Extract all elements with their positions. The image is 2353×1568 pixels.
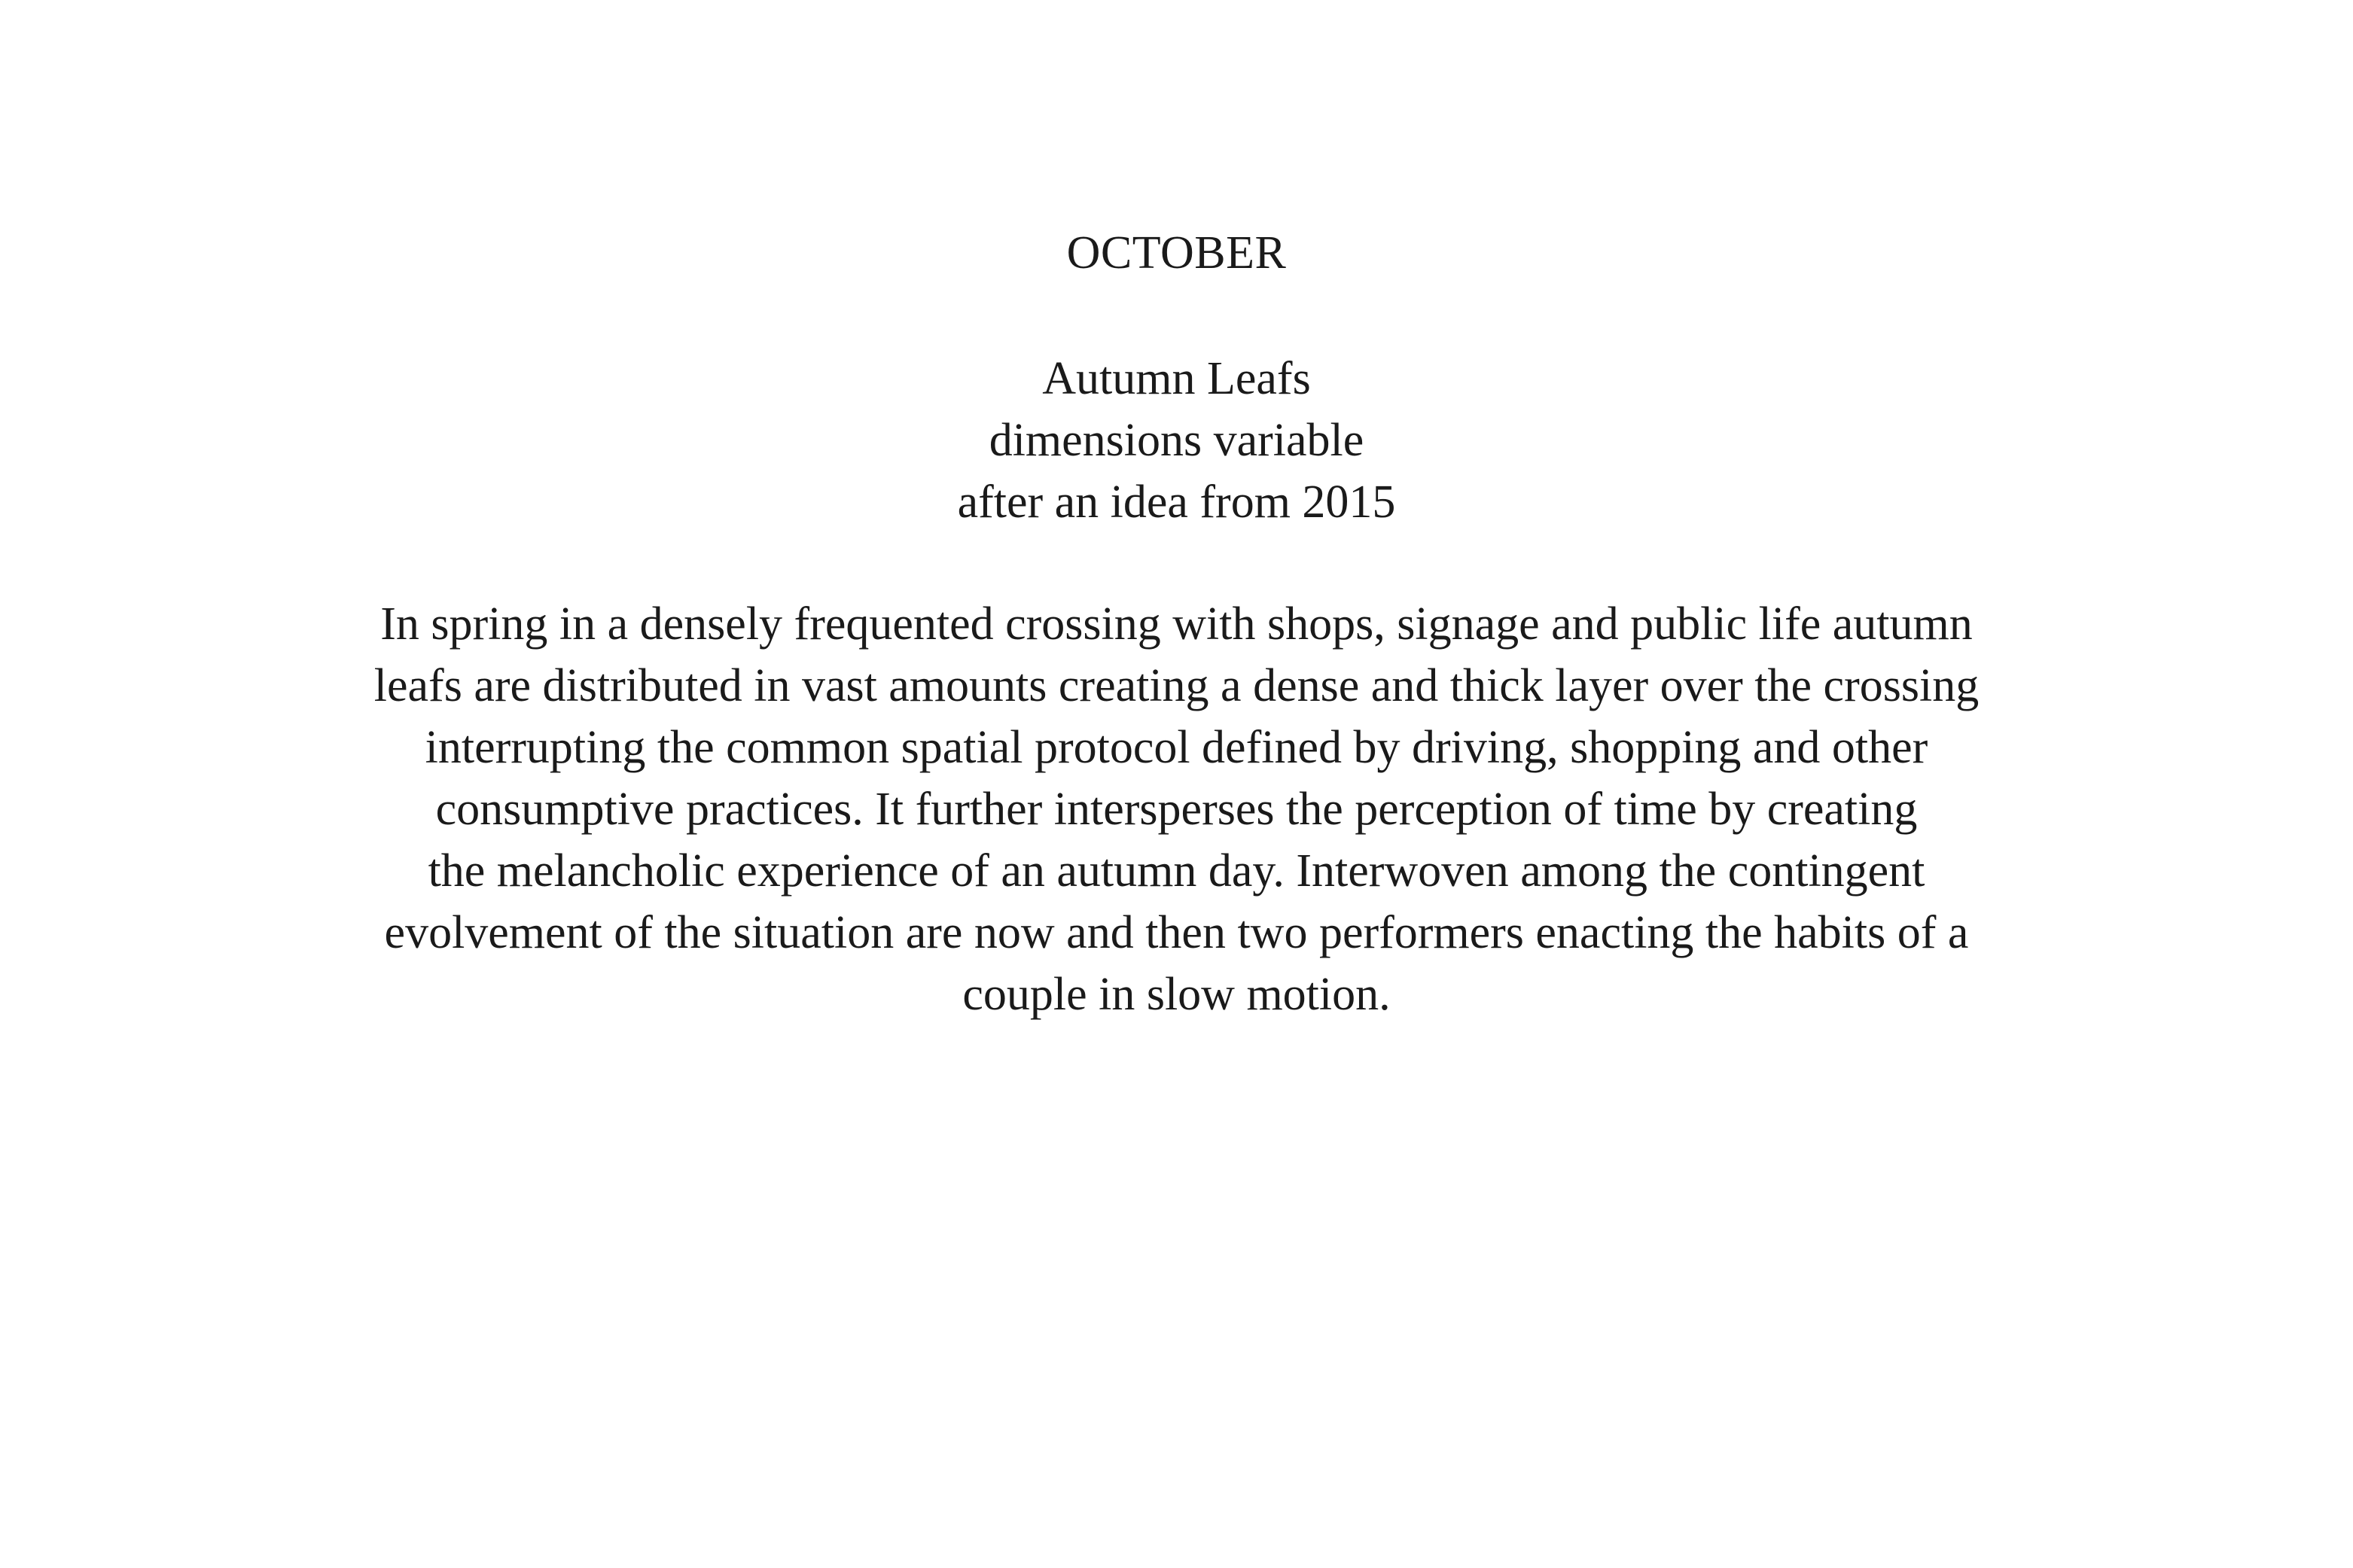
- description-line: couple in slow motion.: [962, 969, 1391, 1020]
- work-dimensions: dimensions variable: [989, 415, 1364, 466]
- description-line: interrupting the common spatial protocol defined by driving, shopping and other: [425, 722, 1928, 773]
- description-line: leafs are distributed in vast amounts creating a dense and thick layer over the crossing: [373, 660, 1980, 711]
- work-info: [0, 348, 2353, 533]
- description-line: In spring in a densely frequented crossing with shops, signage and public life autumn: [380, 598, 1973, 650]
- work-title: Autumn Leafs: [1042, 353, 1311, 404]
- description-line: the melancholic experience of an autumn day. Interwoven among the contingent: [428, 845, 1925, 897]
- description-line: evolvement of the situation are now and then two performers enacting the habits of a: [384, 907, 1969, 958]
- work-origin: after an idea from 2015: [957, 476, 1396, 528]
- month-heading: OCTOBER: [1066, 227, 1287, 279]
- work-description: [0, 593, 2353, 1025]
- description-line: consumptive practices. It further intersperses the perception of time by creating: [435, 784, 1918, 835]
